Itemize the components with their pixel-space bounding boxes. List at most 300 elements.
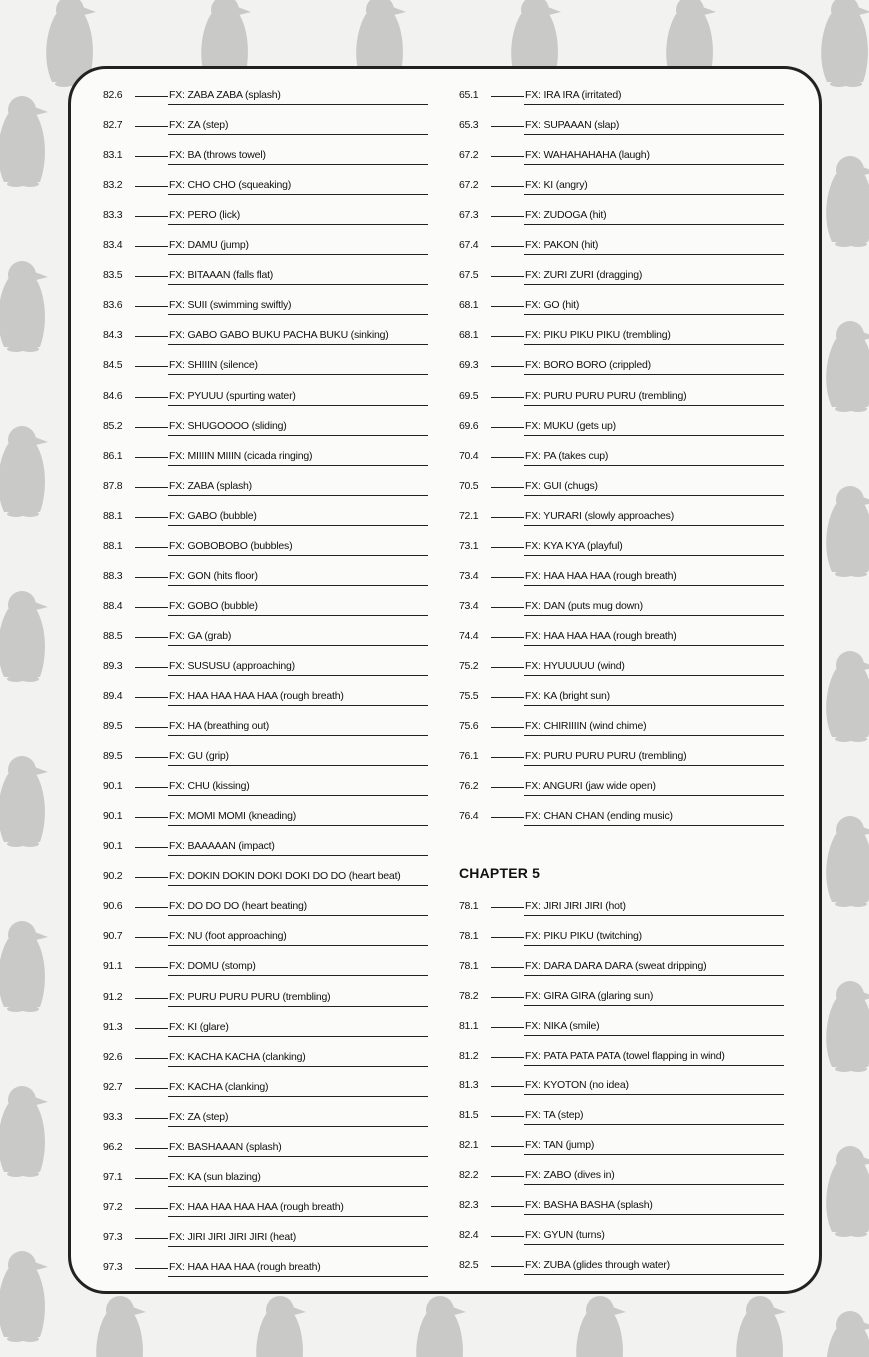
leader-line (135, 156, 168, 157)
page-panel-number: 82.2 (459, 1169, 479, 1182)
sound-effect-text: FX: PA (takes cup) (525, 449, 609, 462)
glossary-entry (459, 810, 784, 830)
leader-line (491, 487, 524, 488)
leader-line (135, 1058, 168, 1059)
page-panel-number: 67.3 (459, 209, 479, 222)
sound-effect-text: FX: GON (hits floor) (169, 569, 258, 582)
sound-effect-text: FX: SUPAAAN (slap) (525, 119, 620, 132)
page-panel-number: 84.5 (103, 359, 123, 372)
sound-effect-text: FX: SUSUSU (approaching) (169, 659, 295, 672)
underline-rule (168, 585, 428, 586)
leader-line (135, 186, 168, 187)
leader-line (135, 757, 168, 758)
glossary-entry (459, 600, 784, 620)
leader-line (491, 427, 524, 428)
sound-effect-text: FX: ZA (step) (169, 1110, 229, 1123)
sound-effect-text: FX: ZUBA (glides through water) (525, 1258, 670, 1271)
sound-effect-text: FX: KI (angry) (525, 179, 588, 192)
underline-rule (524, 1184, 784, 1185)
sound-effect-text: FX: KYOTON (no idea) (525, 1079, 629, 1092)
sound-effect-text: FX: TA (step) (525, 1109, 584, 1122)
glossary-entry (103, 900, 428, 920)
glossary-entry (103, 480, 428, 500)
sound-effect-text: FX: BASHA BASHA (splash) (525, 1199, 653, 1211)
glossary-entry (103, 1261, 428, 1281)
page-panel-number: 92.7 (103, 1080, 123, 1093)
sound-effect-text: FX: GUI (chugs) (525, 479, 598, 492)
sound-effect-text: FX: HAA HAA HAA (rough breath) (525, 569, 677, 582)
sound-effect-text: FX: ZABA (splash) (169, 479, 252, 492)
sound-effect-text: FX: JIRI JIRI JIRI (hot) (525, 900, 626, 912)
page-panel-number: 81.5 (459, 1109, 479, 1122)
page-panel-number: 67.5 (459, 269, 479, 282)
sound-effect-text: FX: GA (grab) (169, 629, 232, 642)
glossary-entry (459, 359, 784, 379)
underline-rule (168, 825, 428, 826)
leader-line (491, 186, 524, 187)
glossary-entry (459, 1109, 784, 1129)
leader-line (491, 246, 524, 247)
page-panel-number: 87.8 (103, 479, 123, 492)
underline-rule (524, 615, 784, 616)
leader-line (491, 697, 524, 698)
page-panel-number: 82.6 (103, 89, 123, 101)
leader-line (135, 1028, 168, 1029)
sound-effect-text: FX: BAAAAAN (impact) (169, 840, 275, 853)
page-panel-number: 90.7 (103, 930, 123, 943)
glossary-entry (103, 89, 428, 109)
glossary-entry (103, 1231, 428, 1251)
glossary-entry (103, 810, 428, 830)
underline-rule (524, 405, 784, 406)
leader-line (491, 397, 524, 398)
glossary-entry (103, 359, 428, 379)
glossary-entry (459, 1079, 784, 1099)
sound-effect-text: FX: PYUUU (spurting water) (169, 389, 296, 402)
underline-rule (524, 465, 784, 466)
page-panel-number: 81.2 (459, 1049, 479, 1062)
page-panel-number: 97.1 (103, 1170, 123, 1183)
underline-rule (524, 1214, 784, 1215)
leader-line (135, 637, 168, 638)
leader-line (135, 1088, 168, 1089)
leader-line (491, 1206, 524, 1207)
sound-effect-text: FX: GABO (bubble) (169, 509, 257, 522)
underline-rule (168, 405, 428, 406)
underline-rule (524, 735, 784, 736)
page-panel-number: 67.2 (459, 149, 479, 162)
sound-effect-text: FX: BASHAAAN (splash) (169, 1140, 282, 1153)
page-panel-number: 83.6 (103, 299, 123, 312)
page-panel-number: 72.1 (459, 509, 479, 522)
page-panel-number: 89.3 (103, 659, 123, 672)
leader-line (135, 667, 168, 668)
glossary-entry (459, 780, 784, 800)
leader-line (135, 1268, 168, 1269)
leader-line (135, 1118, 168, 1119)
underline-rule (168, 224, 428, 225)
page-panel-number: 82.4 (459, 1228, 479, 1241)
page-panel-number: 75.2 (459, 659, 479, 672)
sound-effect-text: FX: MOMI MOMI (kneading) (169, 810, 297, 823)
glossary-entry (459, 750, 784, 770)
sound-effect-text: FX: CHAN CHAN (ending music) (525, 810, 673, 823)
underline-rule (168, 495, 428, 496)
sound-effect-text: FX: GIRA GIRA (glaring sun) (525, 989, 654, 1002)
page-panel-number: 83.2 (103, 179, 123, 192)
sound-effect-text: FX: KACHA KACHA (clanking) (169, 1050, 306, 1063)
glossary-entry (103, 630, 428, 650)
underline-rule (168, 915, 428, 916)
glossary-entry (103, 209, 428, 229)
glossary-entry (103, 299, 428, 319)
sound-effect-text: FX: NU (foot approaching) (169, 930, 287, 943)
underline-rule (524, 705, 784, 706)
sound-effect-text: FX: KYA KYA (playful) (525, 539, 623, 552)
leader-line (135, 96, 168, 97)
page-panel-number: 90.1 (103, 810, 123, 823)
underline-rule (168, 1276, 428, 1277)
underline-rule (168, 1216, 428, 1217)
glossary-entry (103, 510, 428, 530)
leader-line (135, 246, 168, 247)
underline-rule (524, 675, 784, 676)
underline-rule (524, 194, 784, 195)
page-panel-number: 73.1 (459, 539, 479, 552)
leader-line (135, 336, 168, 337)
glossary-entry (103, 390, 428, 410)
page-panel-number: 89.5 (103, 720, 123, 733)
page-panel-number: 73.4 (459, 599, 479, 612)
underline-rule (168, 645, 428, 646)
glossary-entry (103, 960, 428, 980)
glossary-entry (103, 420, 428, 440)
glossary-entry (459, 89, 784, 109)
underline-rule (524, 945, 784, 946)
page-panel-number: 67.2 (459, 179, 479, 192)
underline-rule (168, 675, 428, 676)
glossary-entry (103, 119, 428, 139)
leader-line (491, 577, 524, 578)
underline-rule (524, 1065, 784, 1066)
leader-line (135, 126, 168, 127)
page-panel-number: 67.4 (459, 239, 479, 252)
leader-line (491, 547, 524, 548)
sound-effect-text: FX: PURU PURU PURU (trembling) (169, 990, 331, 1003)
leader-line (135, 727, 168, 728)
underline-rule (168, 194, 428, 195)
underline-rule (168, 525, 428, 526)
underline-rule (168, 1036, 428, 1037)
leader-line (491, 1266, 524, 1267)
sound-effect-text: FX: DOKIN DOKIN DOKI DOKI DO DO (heart beat) (169, 870, 401, 883)
page-panel-number: 65.1 (459, 89, 479, 101)
sound-effect-text: FX: KI (glare) (169, 1020, 229, 1033)
page-panel-number: 83.5 (103, 269, 123, 282)
page-panel-number: 89.4 (103, 690, 123, 702)
glossary-entry (459, 660, 784, 680)
leader-line (491, 336, 524, 337)
glossary-entry (103, 329, 428, 349)
underline-rule (168, 284, 428, 285)
leader-line (135, 907, 168, 908)
underline-rule (168, 1126, 428, 1127)
glossary-entry (103, 570, 428, 590)
sound-effect-text: FX: YURARI (slowly approaches) (525, 509, 675, 522)
page-panel-number: 97.3 (103, 1230, 123, 1243)
underline-rule (168, 104, 428, 105)
sound-effect-text: FX: ZABA ZABA (splash) (169, 89, 281, 101)
underline-rule (168, 885, 428, 886)
page-panel-number: 83.4 (103, 239, 123, 252)
leader-line (135, 1208, 168, 1209)
sound-effect-text: FX: IRA IRA (irritated) (525, 89, 622, 101)
leader-line (491, 817, 524, 818)
glossary-entry (459, 1139, 784, 1159)
sound-effect-text: FX: DAN (puts mug down) (525, 599, 643, 612)
page-panel-number: 96.2 (103, 1140, 123, 1153)
leader-line (135, 1178, 168, 1179)
glossary-entry (103, 750, 428, 770)
leader-line (491, 216, 524, 217)
page-panel-number: 88.1 (103, 539, 123, 552)
page-panel-number: 82.3 (459, 1199, 479, 1211)
underline-rule (168, 134, 428, 135)
underline-rule (524, 104, 784, 105)
leader-line (135, 847, 168, 848)
leader-line (491, 727, 524, 728)
glossary-entry (103, 179, 428, 199)
sound-effect-text: FX: DAMU (jump) (169, 239, 249, 252)
underline-rule (168, 1066, 428, 1067)
page-panel-number: 65.3 (459, 119, 479, 132)
sound-effect-text: FX: HAA HAA HAA HAA (rough breath) (169, 1200, 344, 1213)
leader-line (135, 577, 168, 578)
glossary-entry (103, 450, 428, 470)
glossary-entry (459, 329, 784, 349)
leader-line (491, 667, 524, 668)
page-panel-number: 90.6 (103, 900, 123, 913)
leader-line (135, 1148, 168, 1149)
glossary-entry (103, 1111, 428, 1131)
glossary-entry (103, 720, 428, 740)
leader-line (135, 216, 168, 217)
page-panel-number: 97.2 (103, 1200, 123, 1213)
underline-rule (168, 855, 428, 856)
glossary-entry (459, 299, 784, 319)
leader-line (491, 1057, 524, 1058)
underline-rule (168, 254, 428, 255)
page-panel-number: 73.4 (459, 569, 479, 582)
underline-rule (168, 374, 428, 375)
leader-line (135, 967, 168, 968)
glossary-entry (103, 1051, 428, 1071)
leader-line (135, 457, 168, 458)
leader-line (135, 366, 168, 367)
leader-line (491, 156, 524, 157)
glossary-entry (103, 1201, 428, 1221)
underline-rule (524, 374, 784, 375)
leader-line (491, 96, 524, 97)
sound-effect-text: FX: ZA (step) (169, 119, 229, 132)
underline-rule (168, 555, 428, 556)
glossary-entry (459, 1050, 784, 1070)
glossary-entry (459, 420, 784, 440)
glossary-entry (459, 269, 784, 289)
sound-effect-text: FX: DARA DARA DARA (sweat dripping) (525, 959, 707, 972)
sound-effect-text: FX: PATA PATA PATA (towel flapping in wind) (525, 1049, 725, 1062)
underline-rule (168, 765, 428, 766)
page-panel-number: 76.1 (459, 750, 479, 763)
page-panel-number: 90.1 (103, 840, 123, 853)
underline-rule (524, 435, 784, 436)
sound-effect-text: FX: KACHA (clanking) (169, 1080, 269, 1093)
page-panel-number: 76.4 (459, 810, 479, 823)
leader-line (135, 487, 168, 488)
sound-effect-text: FX: GO (hit) (525, 299, 580, 312)
fx-glossary-panel (68, 66, 822, 1294)
page-panel-number: 69.6 (459, 419, 479, 432)
leader-line (491, 1146, 524, 1147)
leader-line (135, 697, 168, 698)
glossary-entry (459, 1020, 784, 1040)
page-panel-number: 88.4 (103, 599, 123, 612)
sound-effect-text: FX: SHUGOOOO (sliding) (169, 419, 287, 432)
leader-line (135, 276, 168, 277)
glossary-entry (459, 1199, 784, 1219)
page-panel-number: 90.2 (103, 870, 123, 883)
glossary-entry (459, 540, 784, 560)
glossary-entry (459, 570, 784, 590)
underline-rule (168, 1186, 428, 1187)
leader-line (135, 607, 168, 608)
underline-rule (168, 1156, 428, 1157)
glossary-entry (459, 1259, 784, 1279)
underline-rule (524, 1124, 784, 1125)
sound-effect-text: FX: GOBO (bubble) (169, 599, 258, 612)
sound-effect-text: FX: GYUN (turns) (525, 1228, 605, 1241)
page-panel-number: 78.2 (459, 989, 479, 1002)
leader-line (491, 937, 524, 938)
page-panel-number: 89.5 (103, 750, 123, 763)
leader-line (491, 607, 524, 608)
glossary-entry (103, 840, 428, 860)
sound-effect-text: FX: SUII (swimming swiftly) (169, 299, 292, 312)
sound-effect-text: FX: NIKA (smile) (525, 1019, 600, 1032)
glossary-entry (459, 450, 784, 470)
underline-rule (168, 1096, 428, 1097)
sound-effect-text: FX: HAA HAA HAA (rough breath) (169, 1260, 321, 1273)
page-panel-number: 84.6 (103, 389, 123, 402)
glossary-entry (459, 630, 784, 650)
page-panel-number: 76.2 (459, 780, 479, 793)
glossary-entry (103, 149, 428, 169)
page-panel-number: 81.3 (459, 1079, 479, 1092)
underline-rule (524, 134, 784, 135)
sound-effect-text: FX: CHIRIIIIN (wind chime) (525, 720, 647, 733)
underline-rule (524, 645, 784, 646)
page-panel-number: 93.3 (103, 1110, 123, 1123)
sound-effect-text: FX: PURU PURU PURU (trembling) (525, 389, 687, 402)
page-panel-number: 78.1 (459, 929, 479, 942)
page-panel-number: 75.5 (459, 690, 479, 702)
glossary-entry (459, 930, 784, 950)
sound-effect-text: FX: HAA HAA HAA (rough breath) (525, 629, 677, 642)
page-panel-number: 82.5 (459, 1258, 479, 1271)
page-panel-number: 81.1 (459, 1019, 479, 1032)
sound-effect-text: FX: KA (bright sun) (525, 690, 610, 702)
leader-line (491, 126, 524, 127)
sound-effect-text: FX: MUKU (gets up) (525, 419, 616, 432)
page-panel-number: 83.3 (103, 209, 123, 222)
sound-effect-text: FX: DO DO DO (heart beating) (169, 900, 307, 913)
page-panel-number: 68.1 (459, 329, 479, 342)
page-panel-number: 68.1 (459, 299, 479, 312)
page-panel-number: 85.2 (103, 419, 123, 432)
underline-rule (524, 284, 784, 285)
underline-rule (524, 1035, 784, 1036)
glossary-entry (459, 179, 784, 199)
leader-line (491, 1086, 524, 1087)
underline-rule (524, 1244, 784, 1245)
sound-effect-text: FX: PAKON (hit) (525, 239, 599, 252)
glossary-entry (103, 1171, 428, 1191)
glossary-entry (459, 510, 784, 530)
page-panel-number: 75.6 (459, 720, 479, 733)
sound-effect-text: FX: CHU (kissing) (169, 780, 250, 793)
sound-effect-text: FX: BITAAAN (falls flat) (169, 269, 274, 282)
underline-rule (524, 825, 784, 826)
page-panel-number: 84.3 (103, 329, 123, 342)
leader-line (135, 1238, 168, 1239)
leader-line (491, 967, 524, 968)
sound-effect-text: FX: PIKU PIKU PIKU (trembling) (525, 329, 671, 342)
underline-rule (168, 1246, 428, 1247)
underline-rule (524, 224, 784, 225)
underline-rule (168, 344, 428, 345)
glossary-entry (103, 780, 428, 800)
underline-rule (524, 1094, 784, 1095)
underline-rule (168, 735, 428, 736)
glossary-entry (103, 540, 428, 560)
glossary-entry (459, 390, 784, 410)
leader-line (491, 1027, 524, 1028)
sound-effect-text: FX: BA (throws towel) (169, 149, 266, 162)
page-panel-number: 88.1 (103, 509, 123, 522)
underline-rule (524, 915, 784, 916)
page-panel-number: 69.3 (459, 359, 479, 372)
sound-effect-text: FX: ZUDOGA (hit) (525, 209, 607, 222)
underline-rule (524, 975, 784, 976)
page-panel-number: 91.1 (103, 960, 123, 973)
leader-line (491, 1176, 524, 1177)
underline-rule (168, 795, 428, 796)
sound-effect-text: FX: HAA HAA HAA HAA (rough breath) (169, 690, 344, 702)
sound-effect-text: FX: ANGURI (jaw wide open) (525, 780, 656, 793)
sound-effect-text: FX: PURU PURU PURU (trembling) (525, 750, 687, 763)
sound-effect-text: FX: JIRI JIRI JIRI JIRI (heat) (169, 1230, 297, 1243)
underline-rule (168, 314, 428, 315)
sound-effect-text: FX: KA (sun blazing) (169, 1170, 261, 1183)
page-panel-number: 83.1 (103, 149, 123, 162)
underline-rule (524, 1154, 784, 1155)
underline-rule (524, 555, 784, 556)
leader-line (491, 637, 524, 638)
sound-effect-text: FX: ZABO (dives in) (525, 1169, 615, 1182)
page-panel-number: 91.2 (103, 990, 123, 1003)
leader-line (491, 757, 524, 758)
sound-effect-text: FX: PERO (lick) (169, 209, 241, 222)
